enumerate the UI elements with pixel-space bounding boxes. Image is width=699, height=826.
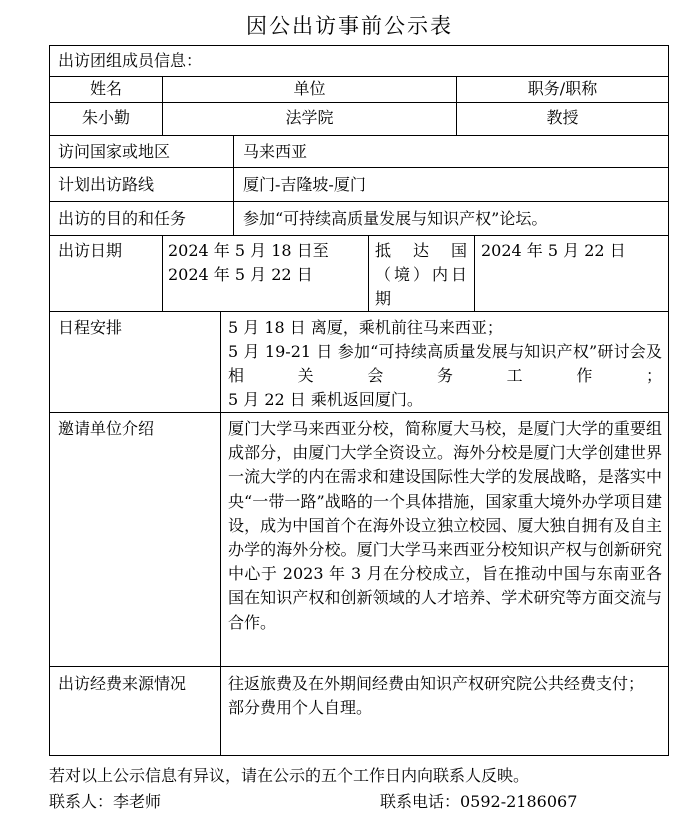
table-rule xyxy=(162,235,163,311)
contact-phone: 联系电话：0592-2186067 xyxy=(380,792,578,811)
header-position: 职务/职称 xyxy=(527,79,598,98)
funding-item: 往返旅费及在外期间经费由知识产权研究院公共经费支付； xyxy=(228,674,645,693)
schedule-label: 日程安排 xyxy=(58,318,123,337)
route-label: 计划出访路线 xyxy=(58,175,155,194)
purpose-label: 出访的目的和任务 xyxy=(58,209,187,228)
inviter-label: 邀请单位介绍 xyxy=(58,419,155,438)
table-rule xyxy=(474,235,475,311)
return-label: 抵 达 国（境）内日期 xyxy=(375,241,467,308)
dates-label: 出访日期 xyxy=(58,241,123,260)
funding-label: 出访经费来源情况 xyxy=(58,674,187,693)
return-value: 2024 年 5 月 22 日 xyxy=(481,241,626,260)
table-rule xyxy=(50,167,668,168)
table-rule xyxy=(50,666,668,667)
dates-value: 2024 年 5 月 18 日至 2024 年 5 月 22 日 xyxy=(168,241,334,284)
member-name: 朱小勤 xyxy=(81,108,130,127)
contact-person: 联系人：李老师 xyxy=(49,792,162,811)
schedule-list xyxy=(228,316,662,412)
header-name: 姓名 xyxy=(89,79,122,98)
page-title: 因公出访事前公示表 xyxy=(246,14,453,38)
objection-notice: 若对以上公示信息有异议，请在公示的五个工作日内向联系人反映。 xyxy=(49,766,530,785)
table-rule xyxy=(50,412,668,413)
schedule-item: 5 月 22 日 乘机返回厦门。 xyxy=(228,390,423,409)
table-rule xyxy=(50,102,668,103)
destination-value: 马来西亚 xyxy=(243,142,308,161)
table-rule xyxy=(50,135,668,136)
member-unit: 法学院 xyxy=(285,108,334,127)
header-unit: 单位 xyxy=(293,79,326,98)
members-section-label: 出访团组成员信息： xyxy=(58,51,203,70)
purpose-value: 参加“可持续高质量发展与知识产权”论坛。 xyxy=(243,209,548,228)
disclosure-form xyxy=(49,45,669,756)
schedule-item: 5 月 19-21 日 参加“可持续高质量发展与知识产权”研讨会及相关会务工作； xyxy=(228,342,662,385)
destination-label: 访问国家或地区 xyxy=(58,142,171,161)
table-rule xyxy=(220,311,221,755)
table-rule xyxy=(233,135,234,235)
table-rule xyxy=(50,201,668,202)
funding-list xyxy=(228,672,662,752)
table-rule xyxy=(50,311,668,312)
member-position: 教授 xyxy=(546,108,579,127)
table-rule xyxy=(368,235,369,311)
funding-item: 部分费用个人自理。 xyxy=(228,698,373,717)
inviter-description: 厦门大学马来西亚分校，简称厦大马校，是厦门大学的重要组成部分，由厦门大学全资设立。海外分校是厦门大学创建世界一流大学的内在需求和建设国际性大学的发展战略，是落实中央“一带一路”战略的一个具体措施，国家重大境外办学项目建设，成为中国首个在海外设立独立校园、厦大独自拥有及自主办学的海外分校。厦门大学马来西亚分校知识产权与创新研究中心于 2023 年 3 月在分校成立，旨在推动中国与东南亚各国在知识产权和创新领域的人才培养、学术研究等方面交流与合作。 xyxy=(228,419,662,632)
route-value: 厦门-吉隆坡-厦门 xyxy=(243,175,366,194)
table-rule xyxy=(50,235,668,236)
schedule-item: 5 月 18 日 离厦，乘机前往马来西亚； xyxy=(228,318,503,337)
